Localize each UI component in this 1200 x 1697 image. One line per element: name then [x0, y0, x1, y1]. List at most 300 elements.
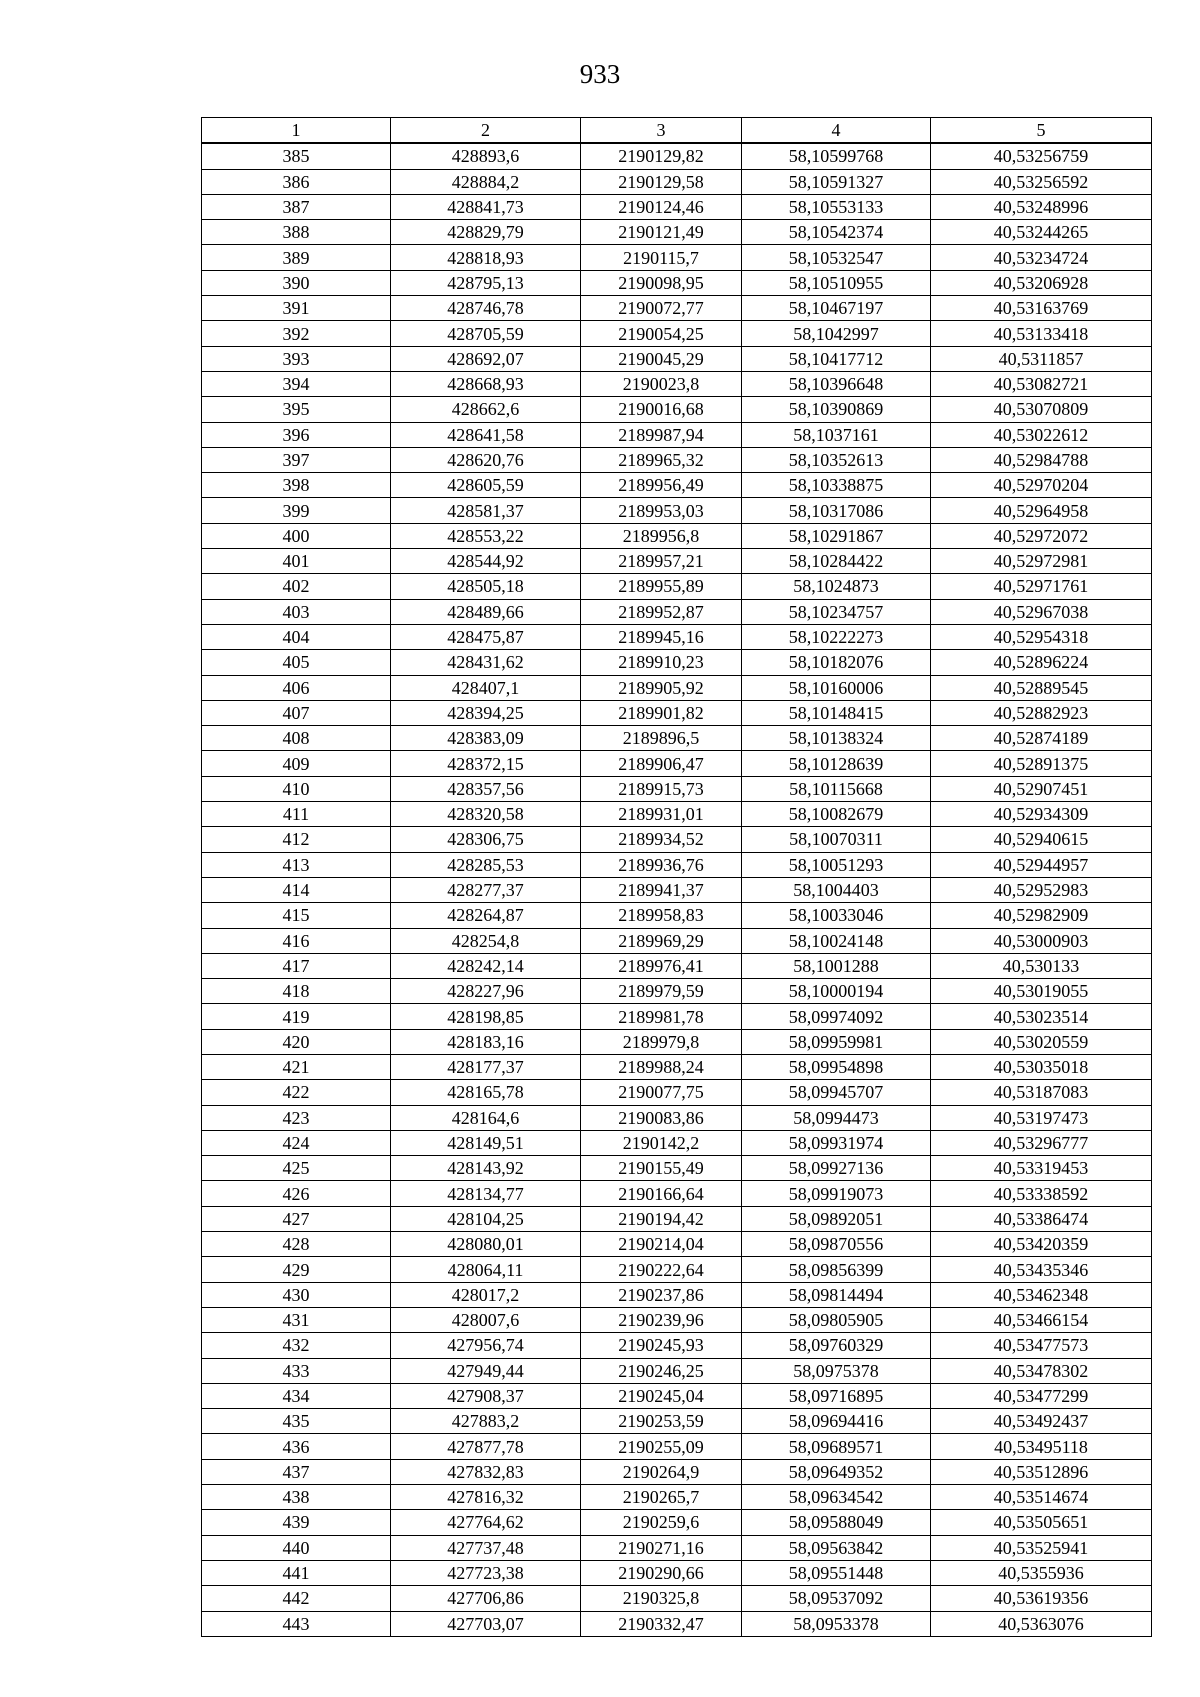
table-cell-col-5: 40,52971761 — [931, 574, 1152, 599]
table-row — [202, 1459, 1152, 1484]
table-cell-col-5: 40,53338592 — [931, 1181, 1152, 1206]
table-cell-col-3: 2190255,09 — [581, 1434, 742, 1459]
table-cell-col-5: 40,53022612 — [931, 422, 1152, 447]
table-cell-col-4: 58,09919073 — [742, 1181, 931, 1206]
table-row — [202, 650, 1152, 675]
table-cell-col-5: 40,53512896 — [931, 1459, 1152, 1484]
table-cell-col-1: 409 — [202, 751, 391, 776]
table-cell-col-5: 40,53248996 — [931, 194, 1152, 219]
table-cell-col-3: 2190054,25 — [581, 321, 742, 346]
table-cell-col-2: 428746,78 — [391, 296, 581, 321]
table-cell-col-3: 2190222,64 — [581, 1257, 742, 1282]
table-cell-col-3: 2190214,04 — [581, 1232, 742, 1257]
table-cell-col-5: 40,53163769 — [931, 296, 1152, 321]
table-cell-col-2: 427908,37 — [391, 1383, 581, 1408]
table-cell-col-5: 40,53505651 — [931, 1510, 1152, 1535]
table-row — [202, 1232, 1152, 1257]
table-row — [202, 169, 1152, 194]
table-header — [202, 118, 1152, 144]
table-row — [202, 1510, 1152, 1535]
table-row — [202, 928, 1152, 953]
table-cell-col-2: 428475,87 — [391, 624, 581, 649]
table-cell-col-2: 428668,93 — [391, 371, 581, 396]
table-cell-col-3: 2190072,77 — [581, 296, 742, 321]
table-cell-col-4: 58,09649352 — [742, 1459, 931, 1484]
table-cell-col-2: 427883,2 — [391, 1409, 581, 1434]
table-cell-col-2: 428183,16 — [391, 1029, 581, 1054]
table-cell-col-4: 58,10467197 — [742, 296, 931, 321]
table-cell-col-3: 2189910,23 — [581, 650, 742, 675]
table-cell-col-3: 2190325,8 — [581, 1586, 742, 1611]
table-cell-col-5: 40,52982909 — [931, 903, 1152, 928]
table-cell-col-5: 40,52972981 — [931, 549, 1152, 574]
table-row — [202, 852, 1152, 877]
table-cell-col-2: 428143,92 — [391, 1156, 581, 1181]
table-cell-col-4: 58,09551448 — [742, 1560, 931, 1585]
table-cell-col-3: 2189979,59 — [581, 979, 742, 1004]
table-cell-col-5: 40,53495118 — [931, 1434, 1152, 1459]
table-row — [202, 1181, 1152, 1206]
table-row — [202, 979, 1152, 1004]
table-cell-col-3: 2190237,86 — [581, 1282, 742, 1307]
table-cell-col-1: 436 — [202, 1434, 391, 1459]
table-cell-col-2: 427877,78 — [391, 1434, 581, 1459]
table-cell-col-3: 2189981,78 — [581, 1004, 742, 1029]
table-row — [202, 447, 1152, 472]
table-cell-col-2: 428893,6 — [391, 143, 581, 169]
table-cell-col-3: 2190129,58 — [581, 169, 742, 194]
table-cell-col-2: 428489,66 — [391, 599, 581, 624]
table-cell-col-2: 428227,96 — [391, 979, 581, 1004]
table-cell-col-5: 40,53244265 — [931, 220, 1152, 245]
table-row — [202, 1611, 1152, 1636]
table-cell-col-1: 430 — [202, 1282, 391, 1307]
table-cell-col-2: 428104,25 — [391, 1206, 581, 1231]
table-cell-col-2: 428064,11 — [391, 1257, 581, 1282]
table-row — [202, 498, 1152, 523]
table-row — [202, 726, 1152, 751]
table-cell-col-1: 407 — [202, 700, 391, 725]
table-cell-col-2: 428264,87 — [391, 903, 581, 928]
table-cell-col-2: 428372,15 — [391, 751, 581, 776]
table-cell-col-5: 40,52972072 — [931, 523, 1152, 548]
table-cell-col-4: 58,10510955 — [742, 270, 931, 295]
table-cell-col-2: 428394,25 — [391, 700, 581, 725]
table-cell-col-2: 428692,07 — [391, 346, 581, 371]
table-cell-col-1: 435 — [202, 1409, 391, 1434]
table-row — [202, 194, 1152, 219]
table-cell-col-1: 406 — [202, 675, 391, 700]
table-cell-col-1: 412 — [202, 827, 391, 852]
table-row — [202, 371, 1152, 396]
table-cell-col-2: 428553,22 — [391, 523, 581, 548]
table-cell-col-3: 2189958,83 — [581, 903, 742, 928]
table-cell-col-2: 428165,78 — [391, 1080, 581, 1105]
table-row — [202, 1206, 1152, 1231]
table-cell-col-5: 40,53035018 — [931, 1054, 1152, 1079]
table-cell-col-2: 427949,44 — [391, 1358, 581, 1383]
table-cell-col-4: 58,10033046 — [742, 903, 931, 928]
table-cell-col-5: 40,53070809 — [931, 397, 1152, 422]
table-cell-col-3: 2189934,52 — [581, 827, 742, 852]
table-cell-col-5: 40,53319453 — [931, 1156, 1152, 1181]
table-cell-col-1: 398 — [202, 473, 391, 498]
table-cell-col-3: 2190265,7 — [581, 1485, 742, 1510]
table-cell-col-2: 428641,58 — [391, 422, 581, 447]
table-cell-col-3: 2189896,5 — [581, 726, 742, 751]
table-cell-col-1: 437 — [202, 1459, 391, 1484]
table-cell-col-5: 40,53420359 — [931, 1232, 1152, 1257]
table-cell-col-5: 40,53514674 — [931, 1485, 1152, 1510]
table-cell-col-2: 427703,07 — [391, 1611, 581, 1636]
column-header-4: 4 — [742, 118, 931, 144]
table-cell-col-3: 2190332,47 — [581, 1611, 742, 1636]
table-cell-col-5: 40,52891375 — [931, 751, 1152, 776]
table-cell-col-5: 40,53435346 — [931, 1257, 1152, 1282]
table-cell-col-1: 395 — [202, 397, 391, 422]
table-cell-col-2: 428818,93 — [391, 245, 581, 270]
table-cell-col-3: 2189965,32 — [581, 447, 742, 472]
table-cell-col-4: 58,09760329 — [742, 1333, 931, 1358]
table-cell-col-4: 58,09931974 — [742, 1130, 931, 1155]
table-row — [202, 321, 1152, 346]
table-row — [202, 877, 1152, 902]
table-cell-col-4: 58,09814494 — [742, 1282, 931, 1307]
table-cell-col-4: 58,09954898 — [742, 1054, 931, 1079]
table-cell-col-4: 58,10082679 — [742, 802, 931, 827]
table-cell-col-5: 40,53082721 — [931, 371, 1152, 396]
table-cell-col-4: 58,09716895 — [742, 1383, 931, 1408]
table-cell-col-3: 2189976,41 — [581, 953, 742, 978]
table-cell-col-4: 58,10532547 — [742, 245, 931, 270]
table-cell-col-3: 2189906,47 — [581, 751, 742, 776]
table-row — [202, 1257, 1152, 1282]
table-cell-col-1: 443 — [202, 1611, 391, 1636]
page-number: 933 — [579, 59, 621, 89]
table-row — [202, 624, 1152, 649]
table-cell-col-2: 427737,48 — [391, 1535, 581, 1560]
table-cell-col-3: 2190239,96 — [581, 1307, 742, 1332]
table-cell-col-4: 58,1037161 — [742, 422, 931, 447]
table-row — [202, 903, 1152, 928]
table-cell-col-4: 58,10070311 — [742, 827, 931, 852]
table-cell-col-1: 418 — [202, 979, 391, 1004]
table-cell-col-5: 40,53000903 — [931, 928, 1152, 953]
table-row — [202, 599, 1152, 624]
table-cell-col-2: 428254,8 — [391, 928, 581, 953]
table-cell-col-4: 58,10417712 — [742, 346, 931, 371]
table-cell-col-5: 40,53023514 — [931, 1004, 1152, 1029]
table-cell-col-3: 2189905,92 — [581, 675, 742, 700]
table-cell-col-4: 58,10390869 — [742, 397, 931, 422]
table-cell-col-3: 2189979,8 — [581, 1029, 742, 1054]
table-cell-col-4: 58,09563842 — [742, 1535, 931, 1560]
table-cell-col-5: 40,53477299 — [931, 1383, 1152, 1408]
table-row — [202, 143, 1152, 169]
table-cell-col-4: 58,10599768 — [742, 143, 931, 169]
table-cell-col-5: 40,52954318 — [931, 624, 1152, 649]
table-cell-col-1: 394 — [202, 371, 391, 396]
table-row — [202, 549, 1152, 574]
table-cell-col-4: 58,10051293 — [742, 852, 931, 877]
table-cell-col-5: 40,53019055 — [931, 979, 1152, 1004]
table-cell-col-5: 40,530133 — [931, 953, 1152, 978]
table-row — [202, 675, 1152, 700]
table-cell-col-1: 432 — [202, 1333, 391, 1358]
table-cell-col-3: 2190124,46 — [581, 194, 742, 219]
table-cell-col-2: 428007,6 — [391, 1307, 581, 1332]
table-cell-col-3: 2189901,82 — [581, 700, 742, 725]
table-cell-col-3: 2190245,93 — [581, 1333, 742, 1358]
table-cell-col-3: 2190016,68 — [581, 397, 742, 422]
table-cell-col-5: 40,52874189 — [931, 726, 1152, 751]
table-cell-col-5: 40,52970204 — [931, 473, 1152, 498]
table-row — [202, 1434, 1152, 1459]
table-cell-col-1: 420 — [202, 1029, 391, 1054]
table-cell-col-1: 405 — [202, 650, 391, 675]
table-row — [202, 270, 1152, 295]
table-cell-col-2: 428277,37 — [391, 877, 581, 902]
table-row — [202, 473, 1152, 498]
table-cell-col-3: 2190246,25 — [581, 1358, 742, 1383]
table-row — [202, 1054, 1152, 1079]
table-cell-col-3: 2189987,94 — [581, 422, 742, 447]
table-cell-col-4: 58,09856399 — [742, 1257, 931, 1282]
table-row — [202, 1333, 1152, 1358]
table-cell-col-1: 429 — [202, 1257, 391, 1282]
table-cell-col-1: 393 — [202, 346, 391, 371]
table-cell-col-1: 390 — [202, 270, 391, 295]
table-cell-col-2: 428884,2 — [391, 169, 581, 194]
table-row — [202, 751, 1152, 776]
table-cell-col-3: 2190129,82 — [581, 143, 742, 169]
table-row — [202, 1004, 1152, 1029]
table-cell-col-5: 40,53477573 — [931, 1333, 1152, 1358]
table-cell-col-1: 434 — [202, 1383, 391, 1408]
table-row — [202, 776, 1152, 801]
table-cell-col-3: 2190098,95 — [581, 270, 742, 295]
table-cell-col-4: 58,09974092 — [742, 1004, 931, 1029]
table-row — [202, 1383, 1152, 1408]
table-cell-col-3: 2190259,6 — [581, 1510, 742, 1535]
table-cell-col-5: 40,53133418 — [931, 321, 1152, 346]
table-cell-col-1: 426 — [202, 1181, 391, 1206]
table-cell-col-5: 40,53386474 — [931, 1206, 1152, 1231]
table-cell-col-2: 428320,58 — [391, 802, 581, 827]
coordinates-table — [201, 117, 1152, 1637]
table-cell-col-1: 423 — [202, 1105, 391, 1130]
table-cell-col-4: 58,10553133 — [742, 194, 931, 219]
table-cell-col-4: 58,10396648 — [742, 371, 931, 396]
table-cell-col-4: 58,1042997 — [742, 321, 931, 346]
table-cell-col-5: 40,52907451 — [931, 776, 1152, 801]
table-row — [202, 1307, 1152, 1332]
table-cell-col-5: 40,52940615 — [931, 827, 1152, 852]
table-cell-col-2: 428795,13 — [391, 270, 581, 295]
table-cell-col-4: 58,10338875 — [742, 473, 931, 498]
table-row — [202, 1560, 1152, 1585]
table-cell-col-5: 40,53462348 — [931, 1282, 1152, 1307]
table-row — [202, 523, 1152, 548]
table-cell-col-1: 431 — [202, 1307, 391, 1332]
table-cell-col-4: 58,0994473 — [742, 1105, 931, 1130]
table-cell-col-5: 40,5363076 — [931, 1611, 1152, 1636]
table-cell-col-2: 428285,53 — [391, 852, 581, 877]
column-header-3: 3 — [581, 118, 742, 144]
table-row — [202, 346, 1152, 371]
table-cell-col-3: 2189956,49 — [581, 473, 742, 498]
table-cell-col-1: 386 — [202, 169, 391, 194]
table-cell-col-5: 40,53020559 — [931, 1029, 1152, 1054]
table-cell-col-2: 428581,37 — [391, 498, 581, 523]
table-cell-col-1: 389 — [202, 245, 391, 270]
table-cell-col-4: 58,1004403 — [742, 877, 931, 902]
table-cell-col-4: 58,10138324 — [742, 726, 931, 751]
table-cell-col-5: 40,53492437 — [931, 1409, 1152, 1434]
table-cell-col-4: 58,09927136 — [742, 1156, 931, 1181]
table-cell-col-3: 2189956,8 — [581, 523, 742, 548]
table-cell-col-5: 40,52896224 — [931, 650, 1152, 675]
table-cell-col-5: 40,52934309 — [931, 802, 1152, 827]
table-cell-col-5: 40,5355936 — [931, 1560, 1152, 1585]
table-row — [202, 1358, 1152, 1383]
table-cell-col-5: 40,5311857 — [931, 346, 1152, 371]
table-cell-col-4: 58,0975378 — [742, 1358, 931, 1383]
table-cell-col-1: 408 — [202, 726, 391, 751]
table-cell-col-3: 2189969,29 — [581, 928, 742, 953]
table-cell-col-2: 427706,86 — [391, 1586, 581, 1611]
table-cell-col-1: 391 — [202, 296, 391, 321]
table-row — [202, 1029, 1152, 1054]
table-cell-col-5: 40,53187083 — [931, 1080, 1152, 1105]
table-cell-col-4: 58,10542374 — [742, 220, 931, 245]
table-cell-col-3: 2189936,76 — [581, 852, 742, 877]
table-cell-col-4: 58,09537092 — [742, 1586, 931, 1611]
table-cell-col-5: 40,52967038 — [931, 599, 1152, 624]
table-cell-col-2: 428407,1 — [391, 675, 581, 700]
table-cell-col-3: 2190194,42 — [581, 1206, 742, 1231]
table-cell-col-3: 2189931,01 — [581, 802, 742, 827]
table-cell-col-5: 40,52984788 — [931, 447, 1152, 472]
table-cell-col-4: 58,10284422 — [742, 549, 931, 574]
table-cell-col-4: 58,09588049 — [742, 1510, 931, 1535]
table-cell-col-1: 401 — [202, 549, 391, 574]
table-cell-col-1: 411 — [202, 802, 391, 827]
table-cell-col-1: 440 — [202, 1535, 391, 1560]
table-cell-col-1: 414 — [202, 877, 391, 902]
table-row — [202, 296, 1152, 321]
table-cell-col-1: 387 — [202, 194, 391, 219]
table-cell-col-3: 2190083,86 — [581, 1105, 742, 1130]
table-cell-col-2: 428149,51 — [391, 1130, 581, 1155]
table-cell-col-2: 428198,85 — [391, 1004, 581, 1029]
table-cell-col-2: 428505,18 — [391, 574, 581, 599]
table-cell-col-2: 428620,76 — [391, 447, 581, 472]
table-cell-col-1: 403 — [202, 599, 391, 624]
table-cell-col-3: 2189952,87 — [581, 599, 742, 624]
table-cell-col-5: 40,53525941 — [931, 1535, 1152, 1560]
table-cell-col-3: 2189957,21 — [581, 549, 742, 574]
table-body — [202, 143, 1152, 1636]
table-cell-col-1: 416 — [202, 928, 391, 953]
table-cell-col-1: 433 — [202, 1358, 391, 1383]
table-cell-col-4: 58,09959981 — [742, 1029, 931, 1054]
table-row — [202, 1409, 1152, 1434]
table-cell-col-1: 415 — [202, 903, 391, 928]
table-cell-col-4: 58,10291867 — [742, 523, 931, 548]
table-cell-col-4: 58,10222273 — [742, 624, 931, 649]
table-cell-col-2: 428177,37 — [391, 1054, 581, 1079]
table-cell-col-1: 427 — [202, 1206, 391, 1231]
table-cell-col-2: 428017,2 — [391, 1282, 581, 1307]
table-cell-col-1: 404 — [202, 624, 391, 649]
table-cell-col-2: 428383,09 — [391, 726, 581, 751]
table-cell-col-4: 58,10182076 — [742, 650, 931, 675]
table-cell-col-4: 58,10128639 — [742, 751, 931, 776]
table-cell-col-5: 40,53256592 — [931, 169, 1152, 194]
table-cell-col-4: 58,10115668 — [742, 776, 931, 801]
table-cell-col-3: 2189955,89 — [581, 574, 742, 599]
table-cell-col-4: 58,10000194 — [742, 979, 931, 1004]
table-cell-col-3: 2190253,59 — [581, 1409, 742, 1434]
table-cell-col-1: 399 — [202, 498, 391, 523]
table-cell-col-1: 419 — [202, 1004, 391, 1029]
table-cell-col-1: 438 — [202, 1485, 391, 1510]
table-cell-col-4: 58,1001288 — [742, 953, 931, 978]
column-header-1: 1 — [202, 118, 391, 144]
table-cell-col-2: 428829,79 — [391, 220, 581, 245]
table-cell-col-4: 58,10591327 — [742, 169, 931, 194]
table-cell-col-3: 2190142,2 — [581, 1130, 742, 1155]
table-cell-col-4: 58,09689571 — [742, 1434, 931, 1459]
table-row — [202, 1535, 1152, 1560]
table-row — [202, 1105, 1152, 1130]
table-cell-col-3: 2190264,9 — [581, 1459, 742, 1484]
table-cell-col-2: 428242,14 — [391, 953, 581, 978]
table-cell-col-4: 58,09892051 — [742, 1206, 931, 1231]
table-row — [202, 827, 1152, 852]
table-cell-col-3: 2190245,04 — [581, 1383, 742, 1408]
table-cell-col-2: 428431,62 — [391, 650, 581, 675]
table-row — [202, 245, 1152, 270]
table-row — [202, 1156, 1152, 1181]
table-row — [202, 1080, 1152, 1105]
table-cell-col-1: 428 — [202, 1232, 391, 1257]
table-cell-col-2: 428705,59 — [391, 321, 581, 346]
table-cell-col-4: 58,1024873 — [742, 574, 931, 599]
table-cell-col-1: 424 — [202, 1130, 391, 1155]
table-cell-col-3: 2190166,64 — [581, 1181, 742, 1206]
column-header-5: 5 — [931, 118, 1152, 144]
table-cell-col-2: 428357,56 — [391, 776, 581, 801]
table-row — [202, 953, 1152, 978]
table-cell-col-2: 428080,01 — [391, 1232, 581, 1257]
table-cell-col-3: 2190155,49 — [581, 1156, 742, 1181]
table-cell-col-4: 58,09945707 — [742, 1080, 931, 1105]
table-row — [202, 574, 1152, 599]
table-cell-col-3: 2190290,66 — [581, 1560, 742, 1585]
table-cell-col-4: 58,10024148 — [742, 928, 931, 953]
table-cell-col-5: 40,53478302 — [931, 1358, 1152, 1383]
table-cell-col-5: 40,52882923 — [931, 700, 1152, 725]
table-cell-col-1: 397 — [202, 447, 391, 472]
table-row — [202, 802, 1152, 827]
table-cell-col-3: 2190115,7 — [581, 245, 742, 270]
table-cell-col-2: 428544,92 — [391, 549, 581, 574]
table-cell-col-1: 396 — [202, 422, 391, 447]
table-cell-col-5: 40,53296777 — [931, 1130, 1152, 1155]
table-cell-col-4: 58,10234757 — [742, 599, 931, 624]
